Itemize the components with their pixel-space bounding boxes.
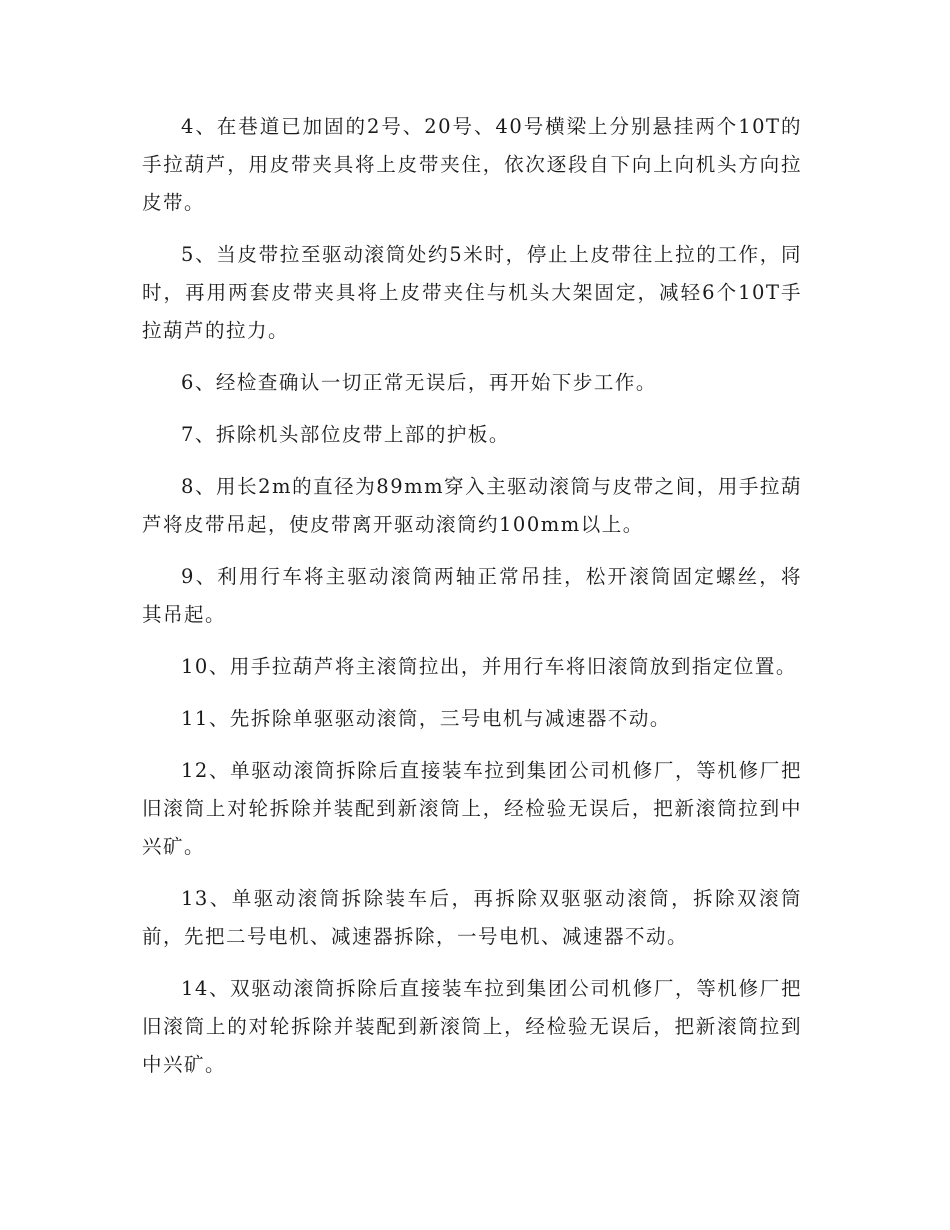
paragraph-step-8: 8、用长2m的直径为89mm穿入主驱动滚筒与皮带之间，用手拉葫芦将皮带吊起，使皮带离开驱动滚筒约100mm以上。 [142, 475, 802, 536]
paragraph-step-10: 10、用手拉葫芦将主滚筒拉出，并用行车将旧滚筒放到指定位置。 [181, 655, 797, 678]
paragraph-step-14: 14、双驱动滚筒拆除后直接装车拉到集团公司机修厂，等机修厂把旧滚筒上的对轮拆除并装配到新滚筒上，经检验无误后，把新滚筒拉到中兴矿。 [142, 977, 802, 1076]
paragraph-step-6: 6、经检查确认一切正常无误后，再开始下步工作。 [181, 371, 657, 394]
paragraph-step-13: 13、单驱动滚筒拆除装车后，再拆除双驱驱动滚筒，拆除双滚筒前，先把二号电机、减速器拆除，一号电机、减速器不动。 [142, 887, 802, 948]
document-page [142, 108, 802, 1098]
paragraph-step-12: 12、单驱动滚筒拆除后直接装车拉到集团公司机修厂，等机修厂把旧滚筒上对轮拆除并装配到新滚筒上，经检验无误后，把新滚筒拉到中兴矿。 [142, 759, 802, 858]
paragraph-step-9: 9、利用行车将主驱动滚筒两轴正常吊挂，松开滚筒固定螺丝，将其吊起。 [142, 565, 802, 626]
paragraph-step-4: 4、在巷道已加固的2号、20号、40号横梁上分别悬挂两个10T的手拉葫芦，用皮带夹具将上皮带夹住，依次逐段自下向上向机头方向拉皮带。 [142, 115, 802, 214]
paragraph-step-7: 7、拆除机头部位皮带上部的护板。 [181, 423, 510, 446]
paragraph-step-5: 5、当皮带拉至驱动滚筒处约5米时，停止上皮带往上拉的工作，同时，再用两套皮带夹具将上皮带夹住与机头大架固定，减轻6个10T手拉葫芦的拉力。 [142, 243, 802, 342]
paragraph-step-11: 11、先拆除单驱驱动滚筒，三号电机与减速器不动。 [181, 707, 671, 730]
